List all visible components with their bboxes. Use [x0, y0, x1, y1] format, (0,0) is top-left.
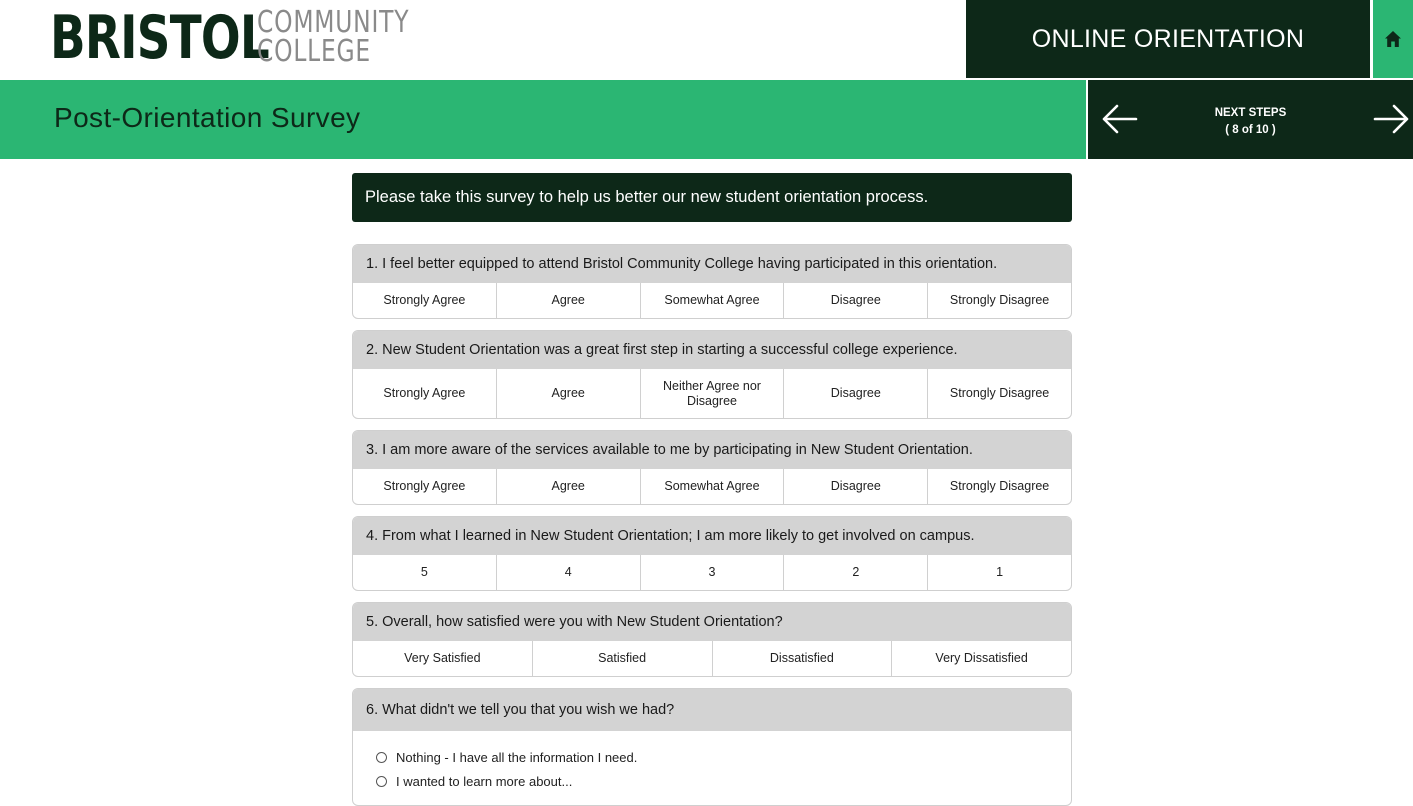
question-5-text: 5. Overall, how satisfied were you with New Student Orientation? [353, 603, 1071, 641]
question-2-option-neither[interactable]: Neither Agree nor Disagree [640, 369, 784, 418]
step-progress: ( 8 of 10 ) [1225, 124, 1276, 136]
page-title: Post-Orientation Survey [54, 102, 361, 133]
question-2-option-strongly-disagree[interactable]: Strongly Disagree [927, 369, 1071, 418]
question-2-text: 2. New Student Orientation was a great first step in starting a successful college experience. [353, 331, 1071, 369]
question-1-option-agree[interactable]: Agree [496, 283, 640, 318]
question-6-options [353, 731, 1071, 805]
question-3-options [353, 469, 1071, 504]
question-4 [352, 516, 1072, 591]
survey-container [352, 173, 1072, 806]
question-3 [352, 430, 1072, 505]
question-3-option-disagree[interactable]: Disagree [783, 469, 927, 504]
online-orientation-label: ONLINE ORIENTATION [1031, 24, 1305, 53]
question-4-option-2[interactable]: 2 [783, 555, 927, 590]
survey-intro-text: Please take this survey to help us better our new student orientation process. [365, 188, 929, 206]
question-3-option-agree[interactable]: Agree [496, 469, 640, 504]
question-4-option-4[interactable]: 4 [496, 555, 640, 590]
question-6-option-nothing[interactable] [376, 745, 1071, 769]
online-orientation-banner [966, 0, 1370, 78]
college-logo[interactable] [50, 3, 452, 73]
question-3-option-strongly-agree[interactable]: Strongly Agree [383, 479, 466, 493]
question-4-text: 4. From what I learned in New Student Orientation; I am more likely to get involved on campus. [353, 517, 1071, 555]
question-6-option-nothing-label: Nothing - I have all the information I need. [396, 749, 638, 765]
question-4-options [353, 555, 1071, 590]
logo-subtitle-line-2: COLLEGE [257, 34, 372, 69]
question-3-text: 3. I am more aware of the services available to me by participating in New Student Orientation. [353, 431, 1071, 469]
logo-subtitle [257, 5, 410, 69]
question-5 [352, 602, 1072, 677]
question-6-text: 6. What didn't we tell you that you wish we had? [353, 689, 1071, 731]
question-6-option-learn-more-label: I wanted to learn more about... [396, 773, 573, 789]
question-2-option-disagree[interactable]: Disagree [783, 369, 927, 418]
question-2-option-agree[interactable]: Agree [496, 369, 640, 418]
home-button[interactable] [1373, 0, 1413, 78]
question-1-option-disagree[interactable]: Disagree [783, 283, 927, 318]
question-5-option-dissatisfied[interactable]: Dissatisfied [712, 641, 892, 676]
title-bar [0, 80, 1086, 159]
question-1 [352, 244, 1072, 319]
radio-button[interactable] [376, 752, 387, 763]
question-1-option-strongly-disagree[interactable]: Strongly Disagree [927, 283, 1071, 318]
question-2-options [353, 369, 1071, 418]
logo-subtitle-line-1: COMMUNITY [257, 5, 410, 40]
home-icon [1384, 30, 1402, 48]
question-2-option-strongly-agree[interactable]: Strongly Agree [383, 386, 466, 400]
question-1-option-strongly-agree[interactable]: Strongly Agree [383, 293, 466, 307]
next-step-button[interactable] [1371, 101, 1411, 137]
question-4-option-5[interactable]: 5 [420, 565, 428, 579]
question-2 [352, 330, 1072, 419]
step-navigation [1088, 80, 1413, 159]
radio-button[interactable] [376, 776, 387, 787]
question-1-option-somewhat-agree[interactable]: Somewhat Agree [640, 283, 784, 318]
question-1-options [353, 283, 1071, 318]
arrow-right-icon [1371, 101, 1411, 137]
question-6 [352, 688, 1072, 806]
question-6-option-learn-more[interactable] [376, 769, 1071, 793]
step-indicator [1088, 105, 1413, 139]
question-5-options [353, 641, 1071, 676]
next-steps-label: NEXT STEPS [1214, 107, 1287, 119]
question-1-text: 1. I feel better equipped to attend Bristol Community College having participated in this orientation. [353, 245, 1071, 283]
question-3-option-strongly-disagree[interactable]: Strongly Disagree [927, 469, 1071, 504]
question-3-option-somewhat-agree[interactable]: Somewhat Agree [640, 469, 784, 504]
question-5-option-very-satisfied[interactable]: Very Satisfied [404, 651, 481, 665]
question-4-option-1[interactable]: 1 [927, 555, 1071, 590]
question-4-option-3[interactable]: 3 [640, 555, 784, 590]
question-5-option-very-dissatisfied[interactable]: Very Dissatisfied [891, 641, 1071, 676]
logo-wordmark: BRISTOL [50, 3, 269, 73]
question-5-option-satisfied[interactable]: Satisfied [532, 641, 712, 676]
survey-intro [352, 173, 1072, 222]
